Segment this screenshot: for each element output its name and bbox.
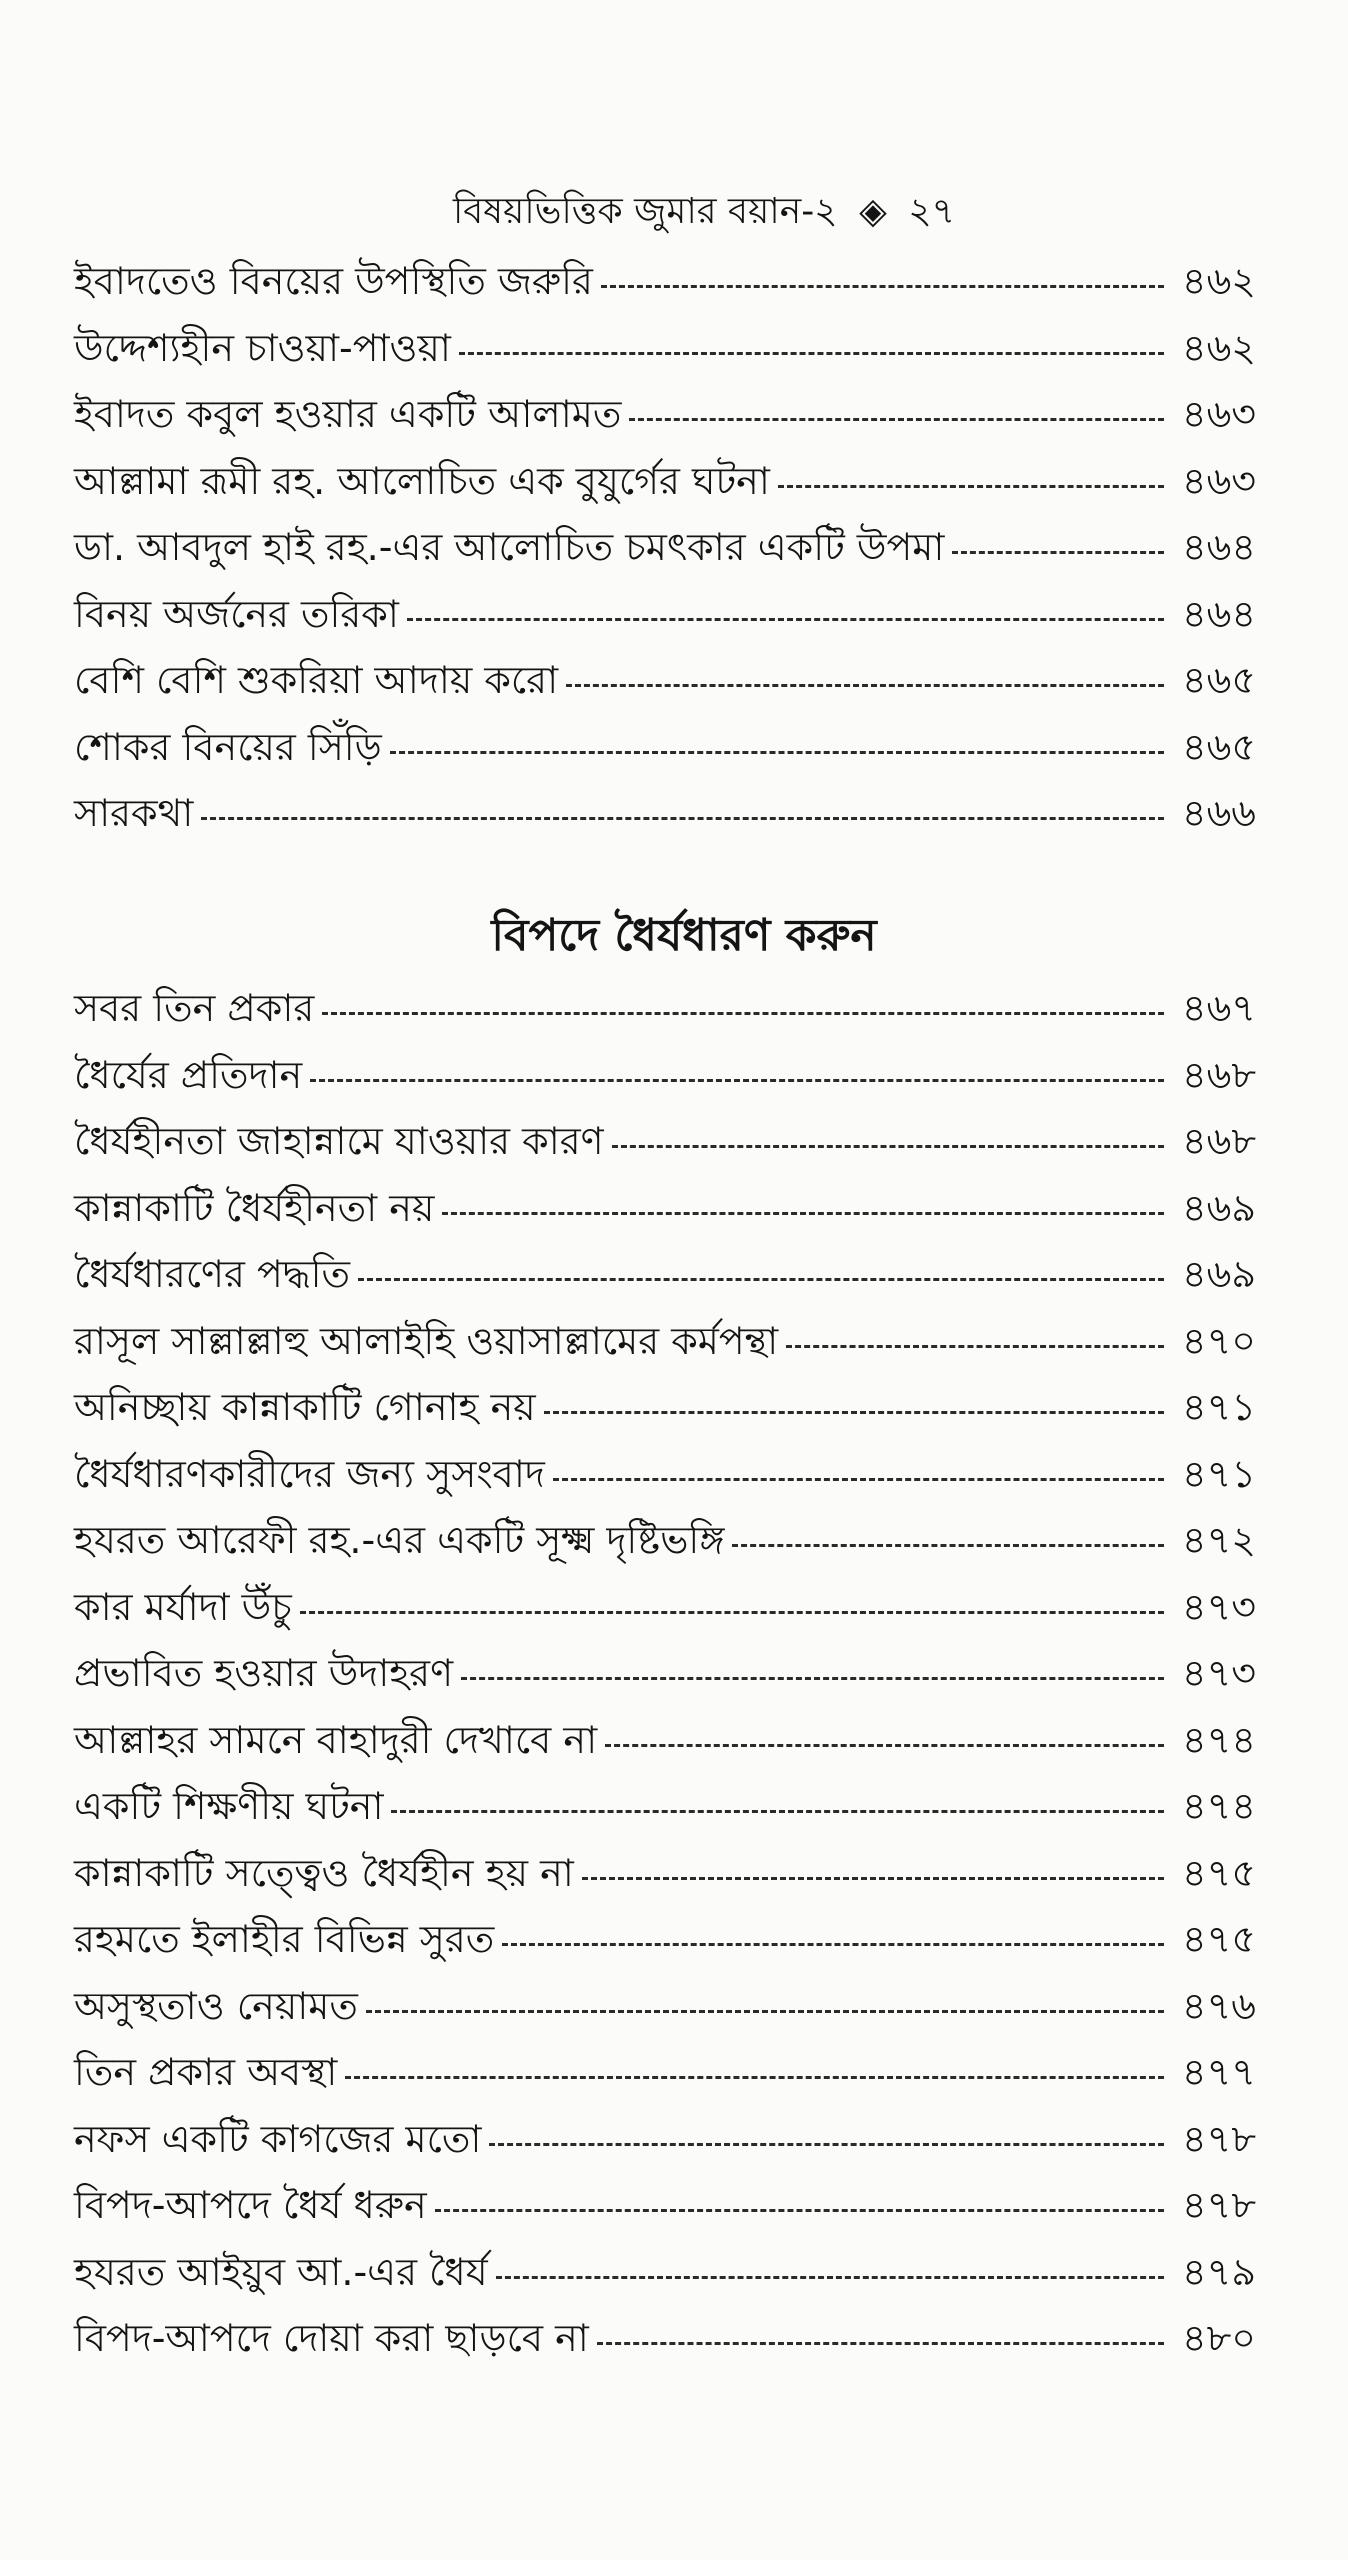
toc-entry-title: প্রভাবিত হওয়ার উদাহরণ <box>74 1651 454 1695</box>
toc-row <box>74 647 1256 714</box>
toc-entry-page: ৪৭২ <box>1181 1518 1256 1562</box>
toc-row <box>74 2239 1256 2306</box>
dotted-leader <box>502 1939 1164 1946</box>
toc-entry-page: ৪৭৩ <box>1181 1651 1256 1695</box>
toc-entry-title: ইবাদত কবুল হওয়ার একটি আলামত <box>74 392 622 436</box>
toc-entry-page: ৪৬২ <box>1181 259 1256 303</box>
toc-entry-title: ডা. আবদুল হাই রহ.-এর আলোচিত চমৎকার একটি উপমা <box>74 525 945 569</box>
dotted-leader <box>952 547 1164 554</box>
toc-entry-title: বিপদ-আপদে ধৈর্য ধরুন <box>74 2183 427 2227</box>
toc-entry-page: ৪৬৪ <box>1181 525 1256 569</box>
toc-row <box>74 2305 1256 2372</box>
dotted-leader <box>605 1740 1164 1747</box>
toc-row <box>74 1042 1256 1109</box>
dotted-leader <box>566 680 1164 687</box>
toc-entry-title: ধৈর্যহীনতা জাহান্নামে যাওয়ার কারণ <box>74 1119 604 1163</box>
toc-entry-page: ৪৭৪ <box>1181 1784 1256 1828</box>
toc-entry-title: ধৈর্যধারণকারীদের জন্য সুসংবাদ <box>74 1451 545 1496</box>
toc-entry-page: ৪৭৪ <box>1181 1717 1256 1762</box>
toc-entry-page: ৪৭৩ <box>1181 1584 1256 1629</box>
dotted-leader <box>459 348 1164 355</box>
dotted-leader <box>489 2139 1164 2146</box>
dotted-leader <box>786 1341 1164 1348</box>
toc-row <box>74 2172 1256 2239</box>
dotted-leader <box>442 1208 1164 1215</box>
toc-entry-page: ৪৭৯ <box>1181 2249 1256 2294</box>
dotted-leader <box>732 1540 1164 1547</box>
running-header <box>0 188 1348 236</box>
toc-entry-page: ৪৬৫ <box>1181 724 1256 769</box>
toc-list-part2 <box>74 975 1256 2372</box>
toc-entry-title: বিপদ-আপদে দোয়া করা ছাড়বে না <box>74 2316 589 2360</box>
toc-row <box>74 1308 1256 1375</box>
toc-entry-title: কার মর্যাদা উঁচু <box>74 1584 292 1629</box>
toc-entry-page: ৪৬২ <box>1181 325 1256 370</box>
toc-entry-title: ধৈর্যের প্রতিদান <box>74 1052 303 1097</box>
toc-entry-page: ৪৬৫ <box>1181 658 1256 702</box>
toc-entry-page: ৪৭৮ <box>1181 2183 1256 2227</box>
toc-row <box>74 975 1256 1042</box>
toc-entry-title: ধৈর্যধারণের পদ্ধতি <box>74 1252 351 1296</box>
toc-row <box>74 1840 1256 1907</box>
toc-entry-title: আল্লামা রূমী রহ. আলোচিত এক বুযুর্গের ঘটনা <box>74 458 770 503</box>
toc-row <box>74 1175 1256 1242</box>
toc-entry-title: সারকথা <box>74 791 194 835</box>
toc-row <box>74 2039 1256 2106</box>
toc-entry-title: অসুস্থতাও নেয়ামত <box>74 1983 358 2028</box>
toc-entry-page: ৪৬৩ <box>1181 392 1256 436</box>
dotted-leader <box>629 414 1164 421</box>
dotted-leader <box>366 2006 1164 2013</box>
toc-entry-title: অনিচ্ছায় কান্নাকাটি গোনাহ নয় <box>74 1385 536 1429</box>
dotted-leader <box>544 1407 1164 1414</box>
toc-row <box>74 1241 1256 1308</box>
toc-entry-title: তিন প্রকার অবস্থা <box>74 2050 338 2094</box>
dotted-leader <box>300 1607 1164 1614</box>
section-heading: বিপদে ধৈর্যধারণ করুন <box>491 910 877 961</box>
toc-entry-page: ৪৭৬ <box>1181 1983 1256 2028</box>
dotted-leader <box>345 2072 1164 2079</box>
dotted-leader <box>322 1008 1164 1015</box>
toc-row <box>74 714 1256 781</box>
toc-row <box>74 1640 1256 1707</box>
toc-entry-title: রহমতে ইলাহীর বিভিন্ন সুরত <box>74 1917 495 1961</box>
toc-entry-title: শোকর বিনয়ের সিঁড়ি <box>74 724 382 769</box>
toc-list-part1 <box>74 248 1256 847</box>
toc-row <box>74 1906 1256 1973</box>
toc-row <box>74 381 1256 448</box>
dotted-leader <box>597 2338 1164 2345</box>
toc-row <box>74 514 1256 581</box>
dotted-leader <box>612 1141 1164 1148</box>
toc-row <box>74 1574 1256 1641</box>
toc-entry-title: বেশি বেশি শুকরিয়া আদায় করো <box>74 658 559 702</box>
toc-entry-page: ৪৭০ <box>1181 1318 1256 1363</box>
toc-entry-title: বিনয় অর্জনের তরিকা <box>74 591 399 636</box>
page-number: ২৭ <box>908 191 956 232</box>
toc-entry-title: উদ্দেশ্যহীন চাওয়া-পাওয়া <box>74 325 451 370</box>
toc-entry-page: ৪৭৫ <box>1181 1917 1256 1961</box>
toc-entry-title: হযরত আইয়ুব আ.-এর ধৈর্য <box>74 2249 488 2294</box>
toc-entry-page: ৪৬৯ <box>1181 1185 1256 1230</box>
dotted-leader <box>391 1806 1164 1813</box>
toc-row <box>74 581 1256 648</box>
toc-entry-page: ৪৮০ <box>1181 2316 1256 2360</box>
toc-row <box>74 248 1256 315</box>
toc-entry-title: রাসূল সাল্লাল্লাহু আলাইহি ওয়াসাল্লামের কর্মপন্থা <box>74 1318 779 1363</box>
toc-entry-title: কান্নাকাটি ধৈর্যহীনতা নয় <box>74 1185 435 1230</box>
dotted-leader <box>201 813 1164 820</box>
dotted-leader <box>601 281 1164 288</box>
book-title: বিষয়ভিত্তিক জুমার বয়ান-২ <box>452 191 838 232</box>
toc-row <box>74 1707 1256 1774</box>
toc-entry-title: ইবাদতেও বিনয়ের উপস্থিতি জরুরি <box>74 259 593 303</box>
toc-entry-page: ৪৬৮ <box>1181 1119 1256 1163</box>
toc-entry-page: ৪৬৮ <box>1181 1052 1256 1097</box>
toc-entry-title: আল্লাহর সামনে বাহাদুরী দেখাবে না <box>74 1717 598 1762</box>
toc-entry-page: ৪৭১ <box>1181 1385 1256 1429</box>
toc-row <box>74 780 1256 847</box>
dotted-leader <box>582 1873 1164 1880</box>
toc-entry-page: ৪৬৬ <box>1181 791 1256 835</box>
toc-entry-title: কান্নাকাটি সত্ত্বেও ধৈর্যহীন হয় না <box>74 1850 574 1895</box>
toc-entry-title: হযরত আরেফী রহ.-এর একটি সূক্ষ্ম দৃষ্টিভঙ্গি <box>74 1518 725 1562</box>
toc-row <box>74 2106 1256 2173</box>
toc-entry-page: ৪৭৫ <box>1181 1850 1256 1895</box>
toc-entry-page: ৪৭৭ <box>1181 2050 1256 2094</box>
toc-entry-title: সবর তিন প্রকার <box>74 986 315 1030</box>
toc-entry-page: ৪৬৩ <box>1181 458 1256 503</box>
toc-entry-title: একটি শিক্ষণীয় ঘটনা <box>74 1784 384 1828</box>
dotted-leader <box>553 1474 1164 1481</box>
dotted-leader <box>358 1274 1164 1281</box>
toc-row <box>74 448 1256 515</box>
toc-row <box>74 1374 1256 1441</box>
dotted-leader <box>778 481 1164 488</box>
toc-row <box>74 315 1256 382</box>
toc-entry-title: নফস একটি কাগজের মতো <box>74 2116 482 2161</box>
diamond-ornament-icon: ◈ <box>859 191 887 232</box>
toc-row <box>74 1441 1256 1508</box>
toc-row <box>74 1507 1256 1574</box>
toc-entry-page: ৪৬৭ <box>1181 986 1256 1030</box>
dotted-leader <box>407 614 1164 621</box>
toc-entry-page: ৪৭১ <box>1181 1451 1256 1496</box>
toc-entry-page: ৪৬৯ <box>1181 1252 1256 1296</box>
dotted-leader <box>496 2272 1164 2279</box>
toc-entry-page: ৪৭৮ <box>1181 2116 1256 2161</box>
dotted-leader <box>310 1075 1164 1082</box>
toc-entry-page: ৪৬৪ <box>1181 591 1256 636</box>
dotted-leader <box>461 1673 1164 1680</box>
toc-row <box>74 1108 1256 1175</box>
toc-row <box>74 1773 1256 1840</box>
dotted-leader <box>390 747 1164 754</box>
toc-row <box>74 1973 1256 2040</box>
dotted-leader <box>435 2205 1164 2212</box>
